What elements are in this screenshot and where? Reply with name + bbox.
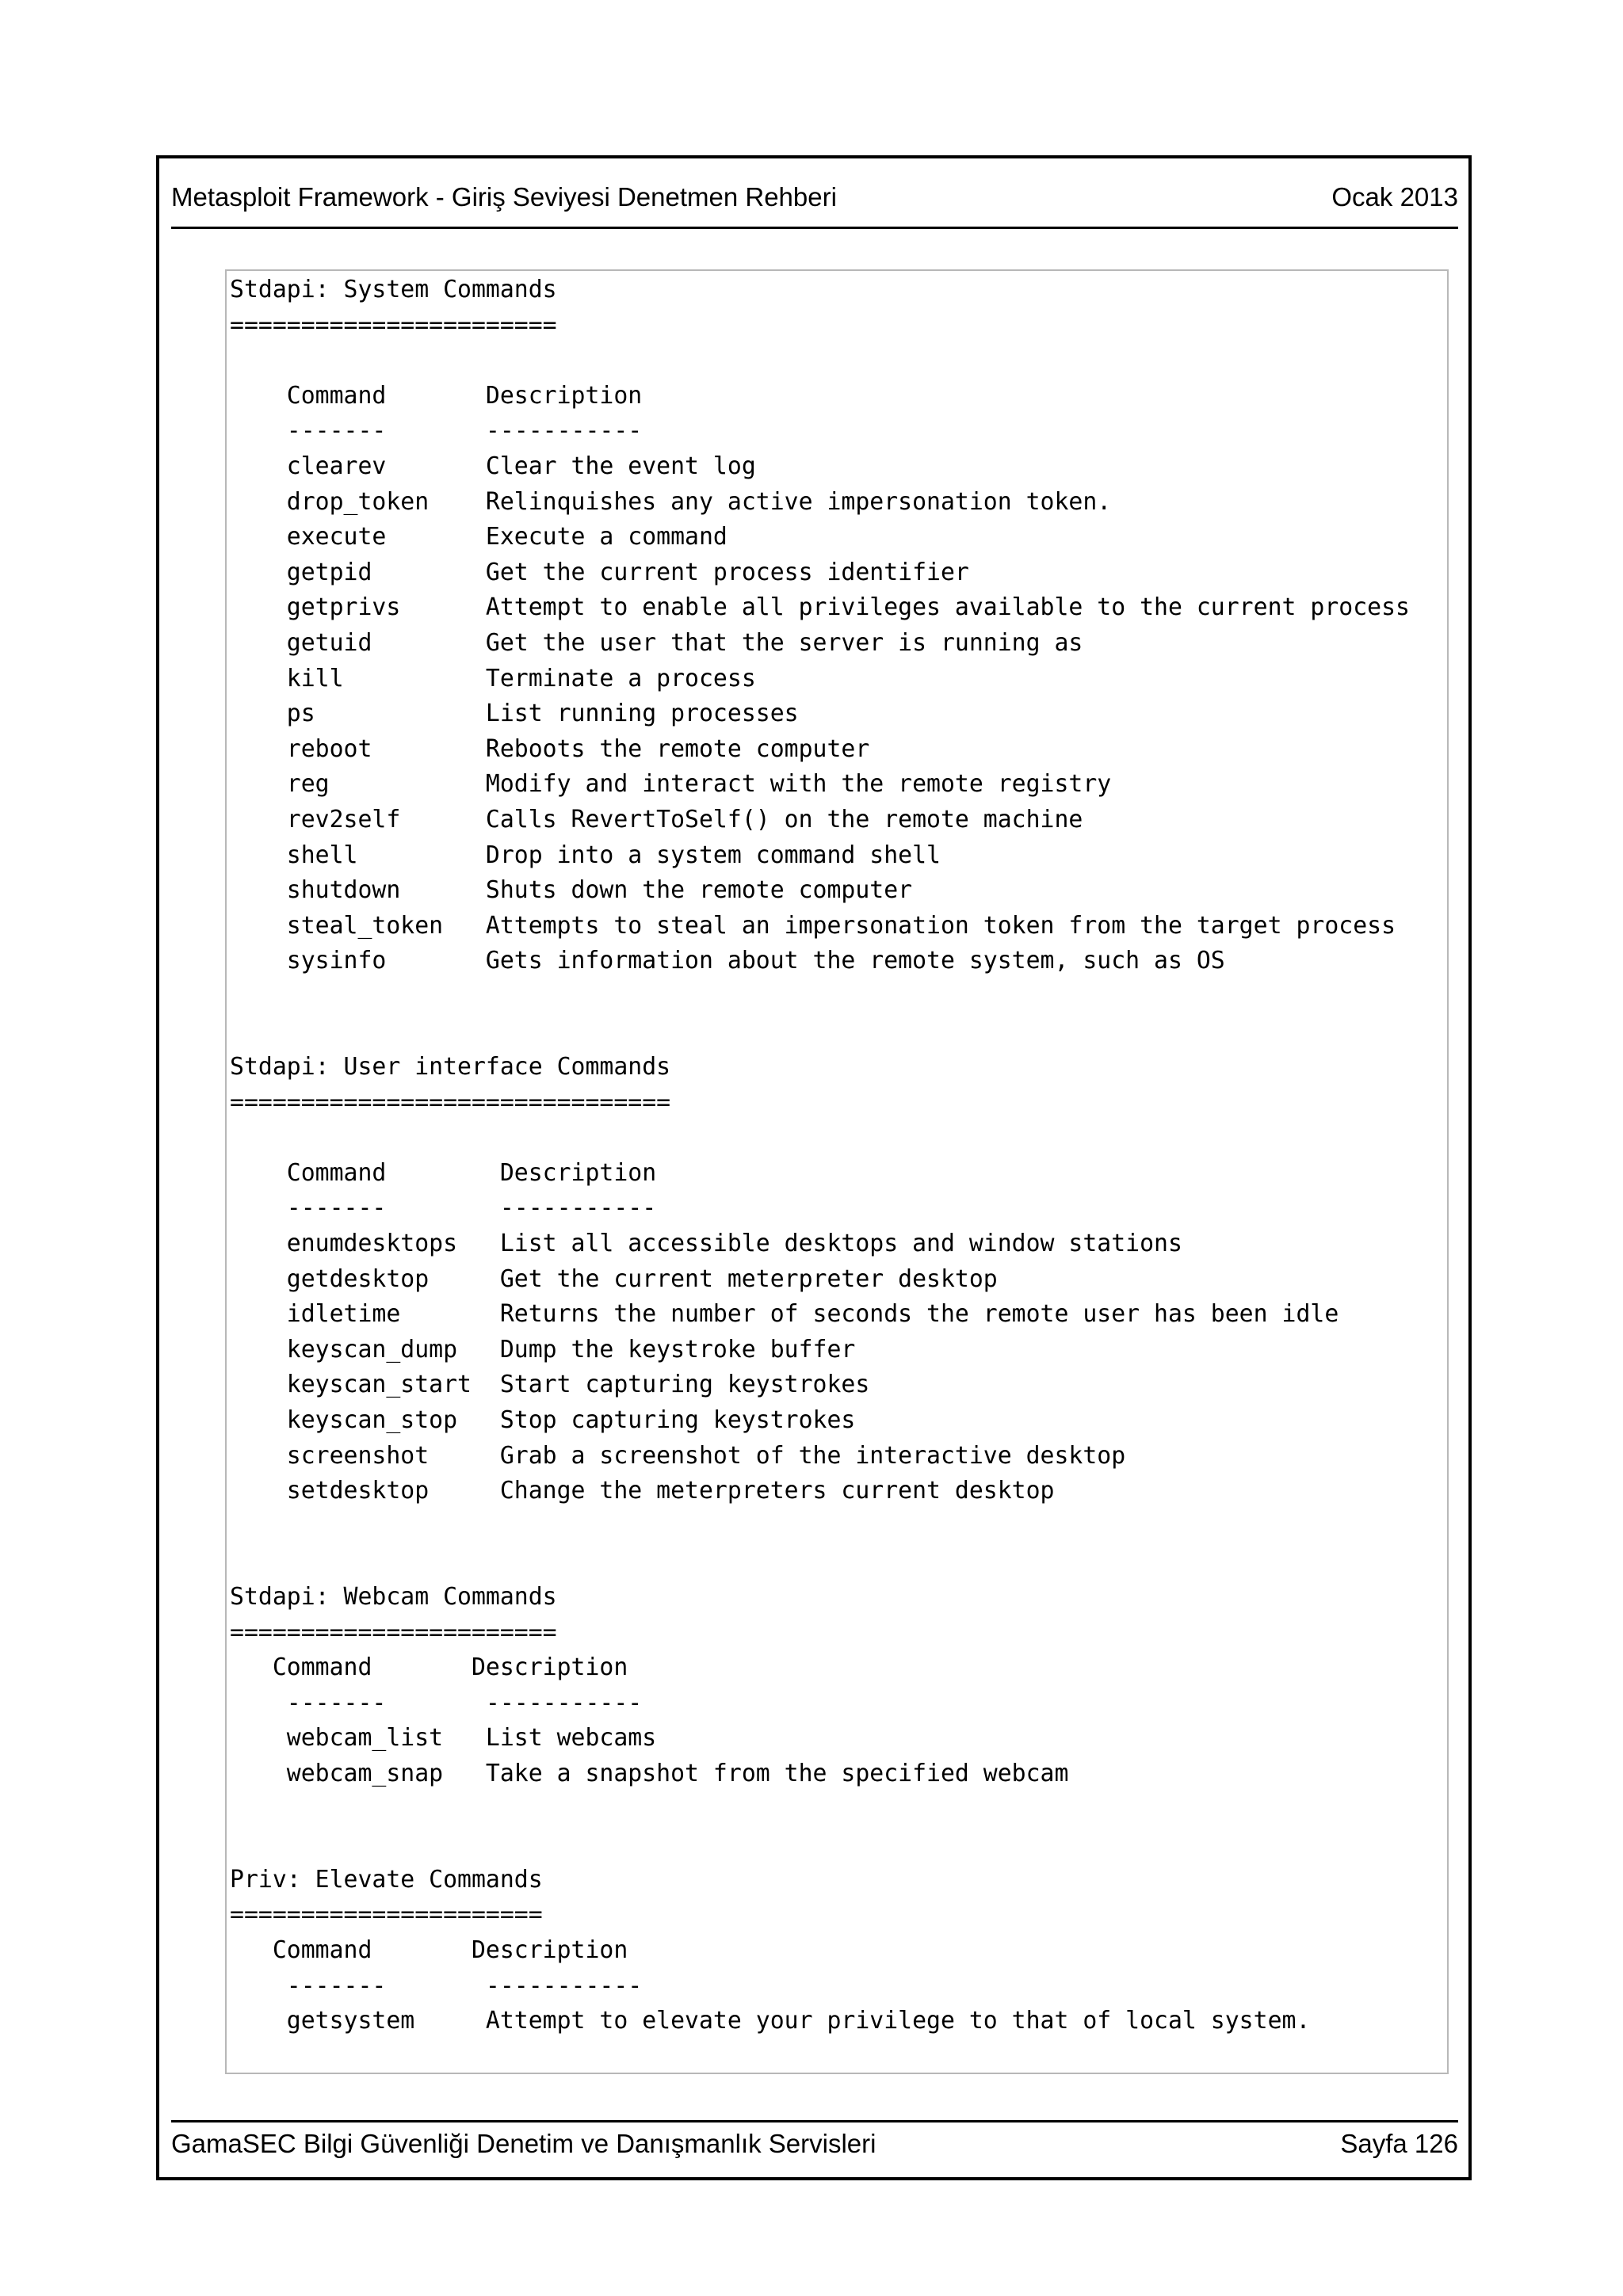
command-name: webcam_snap xyxy=(286,1759,444,1787)
column-divider: ------- ----------- xyxy=(230,1971,643,2000)
command-name: screenshot xyxy=(286,1441,430,1470)
command-name: keyscan_start xyxy=(286,1371,472,1399)
command-description: Clear the event log xyxy=(485,452,756,480)
command-name: enumdesktops xyxy=(286,1230,458,1258)
command-name: reboot xyxy=(286,734,372,763)
command-row xyxy=(230,944,1410,979)
blank-line xyxy=(230,1544,1410,1580)
command-row xyxy=(230,662,1410,697)
command-row xyxy=(230,2004,1410,2039)
command-name: reg xyxy=(286,770,330,799)
command-row xyxy=(230,1333,1410,1368)
command-row xyxy=(230,626,1410,662)
command-description: Attempt to enable all privileges available to the current process xyxy=(485,593,1410,622)
command-name: execute xyxy=(286,523,387,551)
blank-line xyxy=(230,1827,1410,1863)
command-description: Execute a command xyxy=(485,523,727,551)
command-row xyxy=(230,767,1410,803)
command-name: getpid xyxy=(286,558,372,586)
command-description: Get the current process identifier xyxy=(485,558,969,586)
command-row xyxy=(230,555,1410,591)
command-row xyxy=(230,909,1410,944)
command-name: idletime xyxy=(286,1300,401,1329)
document-title: Metasploit Framework - Giriş Seviyesi Denetmen Rehberi xyxy=(171,182,837,212)
command-name: shutdown xyxy=(286,876,401,905)
blank-line xyxy=(230,1509,1410,1545)
command-description: Relinquishes any active impersonation token. xyxy=(485,487,1112,516)
command-row xyxy=(230,449,1410,485)
blank-line xyxy=(230,1120,1410,1156)
section-underline: ======================= xyxy=(230,311,557,339)
command-name: ps xyxy=(286,700,315,728)
command-description: List running processes xyxy=(485,700,799,728)
command-name: drop_token xyxy=(286,487,430,516)
command-description: List all accessible desktops and window stations xyxy=(499,1230,1182,1258)
column-divider: ------- ----------- xyxy=(230,417,643,445)
command-name: clearev xyxy=(286,452,387,480)
command-description: Terminate a process xyxy=(485,664,756,692)
command-row xyxy=(230,873,1410,909)
command-description: Shuts down the remote computer xyxy=(485,876,913,905)
command-name: setdesktop xyxy=(286,1477,430,1505)
command-name: rev2self xyxy=(286,805,401,833)
command-description: Get the current meterpreter desktop xyxy=(499,1264,998,1293)
command-row xyxy=(230,803,1410,838)
column-header: Command Description xyxy=(230,1936,628,1964)
page-number: Sayfa 126 xyxy=(1340,2129,1458,2158)
command-row xyxy=(230,1474,1410,1509)
command-name: getprivs xyxy=(286,593,401,622)
section-underline: ======================= xyxy=(230,1618,557,1646)
command-row xyxy=(230,1367,1410,1403)
code-listing xyxy=(230,273,1410,2039)
column-header: Command Description xyxy=(230,1653,628,1682)
command-name: getdesktop xyxy=(286,1264,430,1293)
command-row xyxy=(230,1403,1410,1439)
command-description: Drop into a system command shell xyxy=(485,841,941,869)
command-description: Take a snapshot from the specified webcam xyxy=(485,1759,1069,1787)
section-title: Stdapi: User interface Commands xyxy=(230,1053,671,1081)
command-description: Calls RevertToSelf() on the remote machine xyxy=(485,805,1083,833)
section-title: Stdapi: Webcam Commands xyxy=(230,1582,557,1611)
blank-line xyxy=(230,343,1410,379)
command-name: getuid xyxy=(286,628,372,657)
section-underline: =============================== xyxy=(230,1088,671,1116)
command-description: Modify and interact with the remote registry xyxy=(485,770,1112,799)
command-name: sysinfo xyxy=(286,947,387,975)
section-title: Stdapi: System Commands xyxy=(230,276,557,303)
command-description: Attempt to elevate your privilege to that of local system. xyxy=(485,2007,1311,2035)
command-description: Grab a screenshot of the interactive desktop xyxy=(499,1441,1126,1470)
command-row xyxy=(230,520,1410,555)
column-divider: ------- ----------- xyxy=(230,1194,657,1222)
command-name: keyscan_dump xyxy=(286,1335,458,1363)
command-name: webcam_list xyxy=(286,1724,444,1753)
command-row xyxy=(230,838,1410,874)
command-description: Start capturing keystrokes xyxy=(499,1371,870,1399)
section-underline: ====================== xyxy=(230,1901,543,1929)
command-row xyxy=(230,696,1410,732)
command-description: Reboots the remote computer xyxy=(485,734,870,763)
command-row xyxy=(230,1297,1410,1333)
blank-line xyxy=(230,979,1410,1015)
command-description: Get the user that the server is running as xyxy=(485,628,1083,657)
command-row xyxy=(230,590,1410,626)
command-description: Stop capturing keystrokes xyxy=(499,1406,856,1434)
command-name: getsystem xyxy=(286,2007,415,2035)
blank-line xyxy=(230,1792,1410,1828)
command-row xyxy=(230,1226,1410,1262)
command-name: steal_token xyxy=(286,911,444,940)
command-description: Gets information about the remote system, such as OS xyxy=(485,947,1225,975)
command-name: kill xyxy=(286,664,344,692)
column-header: Command Description xyxy=(230,381,643,410)
column-divider: ------- ----------- xyxy=(230,1688,643,1717)
command-row xyxy=(230,1262,1410,1298)
command-row xyxy=(230,732,1410,768)
command-name: shell xyxy=(286,841,358,869)
command-row xyxy=(230,485,1410,521)
command-description: Returns the number of seconds the remote user has been idle xyxy=(499,1300,1339,1329)
command-row xyxy=(230,1756,1410,1792)
command-description: List webcams xyxy=(485,1724,657,1753)
section-title: Priv: Elevate Commands xyxy=(230,1865,543,1894)
document-date: Ocak 2013 xyxy=(1331,182,1458,212)
column-header: Command Description xyxy=(230,1158,657,1187)
command-row xyxy=(230,1439,1410,1474)
command-description: Dump the keystroke buffer xyxy=(499,1335,856,1363)
blank-line xyxy=(230,1014,1410,1050)
page-header xyxy=(171,179,1458,229)
command-description: Attempts to steal an impersonation token from the target process xyxy=(485,911,1396,940)
command-name: keyscan_stop xyxy=(286,1406,458,1434)
page-footer xyxy=(171,2120,1458,2168)
command-row xyxy=(230,1721,1410,1756)
company-name: GamaSEC Bilgi Güvenliği Denetim ve Danışmanlık Servisleri xyxy=(171,2129,876,2158)
command-description: Change the meterpreters current desktop xyxy=(499,1477,1055,1505)
